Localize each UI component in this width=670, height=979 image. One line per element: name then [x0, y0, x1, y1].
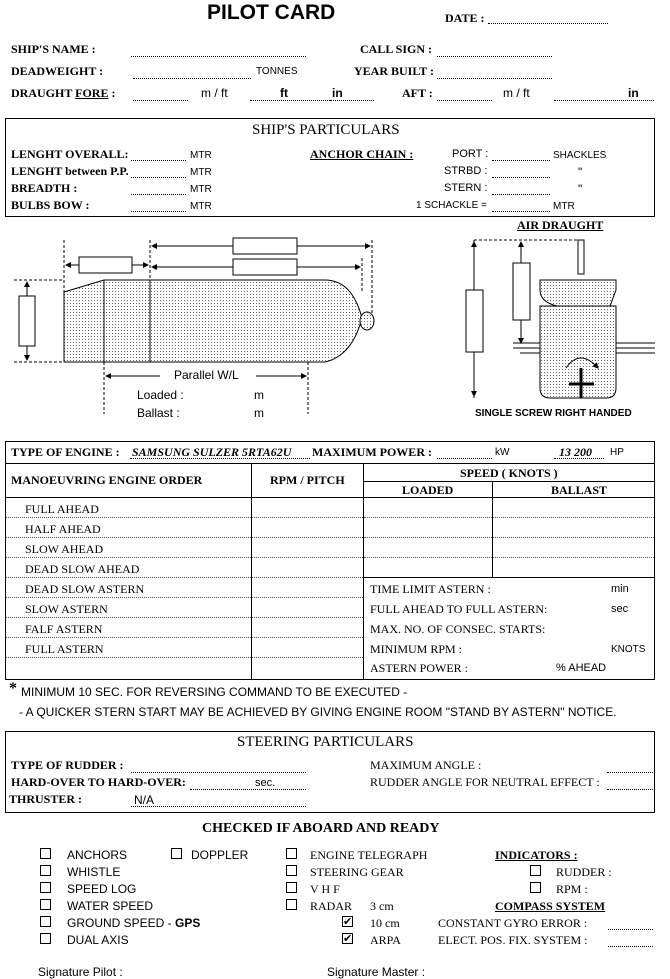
hard-over-field[interactable]: [190, 789, 306, 790]
fore-label: FORE: [75, 86, 109, 100]
loaded-label: Loaded :: [137, 388, 184, 402]
aft-label: AFT :: [402, 86, 433, 100]
one-shackle-field[interactable]: [492, 211, 550, 212]
length-overall-field[interactable]: [131, 160, 186, 161]
min-rpm-label: MINIMUM RPM :: [370, 642, 463, 656]
year-built-label: YEAR BUILT :: [354, 64, 435, 78]
particulars-title: SHIP'S PARTICULARS: [252, 122, 400, 138]
loa-box: [233, 238, 297, 254]
draught-aft-m-field[interactable]: [437, 100, 492, 101]
rudder-type-label: TYPE OF RUDDER :: [11, 758, 124, 772]
air-draught-label: AIR DRAUGHT: [517, 218, 604, 232]
draught-fore-ft-field[interactable]: [250, 100, 330, 101]
ballast-label: Ballast :: [137, 406, 180, 420]
rudder-indicator-label: RUDDER :: [556, 865, 612, 879]
radar-label: RADAR: [310, 899, 353, 913]
one-shackle-unit: MTR: [553, 201, 575, 212]
parallel-wl-label: Parallel W/L: [174, 368, 239, 382]
signature-pilot-label: Signature Pilot :: [38, 965, 123, 979]
order-slow-astern: SLOW ASTERN: [25, 602, 108, 616]
draught-fore-m-field[interactable]: [133, 100, 188, 101]
neutral-angle-field[interactable]: [607, 789, 653, 790]
thruster-label: THRUSTER :: [9, 792, 83, 806]
anchors-checkbox[interactable]: [40, 848, 51, 859]
hard-over-unit: sec.: [255, 777, 276, 789]
bow-dim-box: [79, 257, 132, 273]
rudder-indicator-checkbox[interactable]: [530, 865, 541, 876]
radar-10cm-checkbox[interactable]: ✔: [343, 915, 353, 928]
length-pp-unit: MTR: [190, 167, 212, 178]
signature-master-label: Signature Master :: [327, 965, 426, 979]
ground-speed-text: GROUND SPEED -: [67, 916, 176, 930]
ground-speed-label: [67, 916, 200, 930]
gyro-error-field[interactable]: [608, 929, 653, 930]
engine-telegraph-checkbox[interactable]: [286, 848, 297, 859]
ballast-unit: m: [254, 406, 264, 420]
aft-unit-in: in: [628, 86, 639, 100]
date-field[interactable]: [488, 23, 608, 24]
bulbous-bow: [360, 312, 374, 330]
height-box: [513, 263, 530, 320]
doppler-label: DOPPLER: [191, 848, 249, 862]
knots-unit: KNOTS: [611, 644, 646, 655]
call-sign-label: CALL SIGN :: [360, 42, 433, 56]
fore-unit-ft: ft: [280, 86, 288, 100]
max-angle-field[interactable]: [607, 772, 653, 773]
strbd-field[interactable]: [492, 177, 550, 178]
bulbs-bow-unit: MTR: [190, 201, 212, 212]
draught-aft-ft-field[interactable]: [554, 100, 654, 101]
elect-pos-label: ELECT. POS. FIX. SYSTEM :: [438, 933, 588, 947]
draught-label: DRAUGHT: [11, 86, 76, 100]
speed-log-checkbox[interactable]: [40, 882, 51, 893]
breadth-field[interactable]: [131, 194, 186, 195]
doppler-checkbox[interactable]: [171, 848, 182, 859]
radar-3cm-label: 3 cm: [370, 899, 394, 913]
note-2: - A QUICKER STERN START MAY BE ACHIEVED BY GIVING ENGINE ROOM "STAND BY ASTERN" NOTICE.: [19, 705, 617, 719]
length-pp-label: LENGHT between P.P.: [11, 164, 129, 178]
checked-title: CHECKED IF ABOARD AND READY: [202, 821, 440, 836]
whistle-checkbox[interactable]: [40, 865, 51, 876]
breadth-unit: MTR: [190, 184, 212, 195]
port-field[interactable]: [492, 160, 550, 161]
water-speed-checkbox[interactable]: [40, 899, 51, 910]
single-screw-label: SINGLE SCREW RIGHT HANDED: [475, 408, 632, 419]
anchor-chain-label: ANCHOR CHAIN :: [310, 147, 414, 161]
draught-box: [19, 296, 35, 346]
stern-field[interactable]: [492, 194, 550, 195]
ground-speed-checkbox[interactable]: [40, 916, 51, 927]
aft-unit-m-ft: m / ft: [503, 86, 530, 100]
note-asterisk: *: [9, 680, 17, 697]
date-label: DATE :: [445, 11, 485, 25]
vhf-checkbox[interactable]: [286, 882, 297, 893]
note-1: MINIMUM 10 SEC. FOR REVERSING COMMAND TO BE EXECUTED -: [21, 685, 408, 699]
steering-gear-label: STEERING GEAR: [310, 865, 404, 879]
tonnes-unit: TONNES: [256, 66, 298, 77]
steering-gear-checkbox[interactable]: [286, 865, 297, 876]
time-limit-unit: min: [611, 583, 629, 595]
bulbs-bow-label: BULBS BOW :: [11, 198, 90, 212]
max-starts-label: MAX. NO. OF CONSEC. STARTS:: [370, 622, 546, 636]
shackles-unit: SHACKLES: [553, 150, 607, 161]
engine-telegraph-label: ENGINE TELEGRAPH: [310, 848, 428, 862]
anchors-label: ANCHORS: [67, 848, 128, 862]
time-limit-astern-label: TIME LIMIT ASTERN :: [370, 582, 491, 596]
rpm-indicator-checkbox[interactable]: [530, 882, 541, 893]
col-engine-order: MANOEUVRING ENGINE ORDER: [11, 473, 203, 487]
hard-over-label: HARD-OVER TO HARD-OVER:: [11, 775, 186, 789]
fore-unit-m-ft: m / ft: [201, 86, 228, 100]
radar-10cm-label: 10 cm: [370, 916, 400, 930]
draught-fore-label: [11, 86, 115, 101]
fore-unit-in: in: [332, 86, 343, 100]
strbd-ditto: ": [578, 165, 583, 179]
lpp-box: [233, 259, 297, 275]
stern-ditto: ": [578, 182, 583, 196]
dual-axis-checkbox[interactable]: [40, 933, 51, 944]
hull-side-view: [64, 280, 362, 362]
rpm-indicator-label: RPM :: [556, 882, 588, 896]
one-shackle-label: 1 SCHACKLE =: [416, 200, 487, 211]
ships-name-field[interactable]: [131, 56, 306, 57]
order-half-ahead: HALF AHEAD: [25, 522, 101, 536]
call-sign-field[interactable]: [437, 56, 552, 57]
breadth-label: BREADTH :: [11, 181, 78, 195]
order-dead-slow-astern: DEAD SLOW ASTERN: [25, 582, 145, 596]
order-dead-slow-ahead: DEAD SLOW AHEAD: [25, 562, 140, 576]
thruster-field[interactable]: [131, 806, 306, 807]
radar-checkbox[interactable]: [286, 899, 297, 910]
page-title: PILOT CARD: [207, 1, 336, 24]
engine-type-value: SAMSUNG SULZER 5RTA62U: [132, 445, 292, 459]
steering-title: STEERING PARTICULARS: [237, 734, 414, 750]
order-falf-astern: FALF ASTERN: [25, 622, 103, 636]
year-built-field[interactable]: [437, 78, 552, 79]
draught-fore-in-field[interactable]: [330, 100, 374, 101]
col-ballast: BALLAST: [551, 483, 608, 497]
bulbs-bow-field[interactable]: [131, 211, 186, 212]
elect-pos-field[interactable]: [608, 946, 653, 947]
full-to-full-unit: sec: [611, 603, 629, 615]
compass-system-label: COMPASS SYSTEM: [495, 899, 606, 913]
port-label: PORT :: [452, 148, 489, 160]
col-rpm-pitch: RPM / PITCH: [270, 473, 345, 487]
length-overall-label: LENGHT OVERALL:: [11, 147, 129, 161]
ahead-unit: % AHEAD: [556, 662, 607, 674]
length-overall-unit: MTR: [190, 150, 212, 161]
max-power-hp-field[interactable]: [554, 458, 604, 459]
gps-text: GPS: [175, 916, 201, 930]
water-speed-label: WATER SPEED: [67, 899, 154, 913]
max-power-kw-field[interactable]: [437, 458, 492, 459]
superstructure: [540, 280, 616, 306]
dual-axis-label: DUAL AXIS: [67, 933, 129, 947]
neutral-angle-label: RUDDER ANGLE FOR NEUTRAL EFFECT :: [370, 775, 600, 789]
loaded-unit: m: [254, 388, 264, 402]
ships-name-label: SHIP'S NAME :: [11, 42, 96, 56]
col-speed: SPEED ( KNOTS ): [460, 466, 558, 480]
full-to-full-label: FULL AHEAD TO FULL ASTERN:: [370, 602, 548, 616]
strbd-label: STRBD :: [444, 165, 488, 177]
rudder-type-field[interactable]: [131, 772, 306, 773]
whistle-label: WHISTLE: [67, 865, 121, 879]
astern-power-label: ASTERN POWER :: [370, 661, 469, 675]
order-full-ahead: FULL AHEAD: [25, 502, 99, 516]
col-loaded: LOADED: [402, 483, 454, 497]
vhf-label: V H F: [310, 882, 340, 896]
deadweight-label: DEADWEIGHT :: [11, 64, 104, 78]
max-power-label: MAXIMUM POWER :: [312, 445, 432, 459]
order-slow-ahead: SLOW AHEAD: [25, 542, 104, 556]
arpa-label: ARPA: [370, 933, 401, 947]
ship-diagram: [0, 218, 670, 440]
engine-type-field[interactable]: [130, 458, 310, 459]
order-full-astern: FULL ASTERN: [25, 642, 104, 656]
length-pp-field[interactable]: [131, 177, 186, 178]
deadweight-field[interactable]: [133, 78, 251, 79]
hp-value: 13 200: [559, 445, 592, 459]
stern-label: STERN :: [444, 182, 488, 194]
gyro-error-label: CONSTANT GYRO ERROR :: [438, 916, 588, 930]
speed-log-label: SPEED LOG: [67, 882, 137, 896]
hp-unit: HP: [610, 447, 624, 458]
indicators-label: INDICATORS :: [495, 848, 578, 862]
max-angle-label: MAXIMUM ANGLE :: [370, 758, 482, 772]
kw-unit: kW: [495, 447, 510, 458]
arpa-checkbox[interactable]: ✔: [343, 932, 353, 945]
draught-colon: :: [111, 86, 116, 100]
engine-type-label: TYPE OF ENGINE :: [11, 445, 120, 459]
air-draught-box: [466, 290, 483, 352]
thruster-value: N/A: [134, 793, 155, 807]
